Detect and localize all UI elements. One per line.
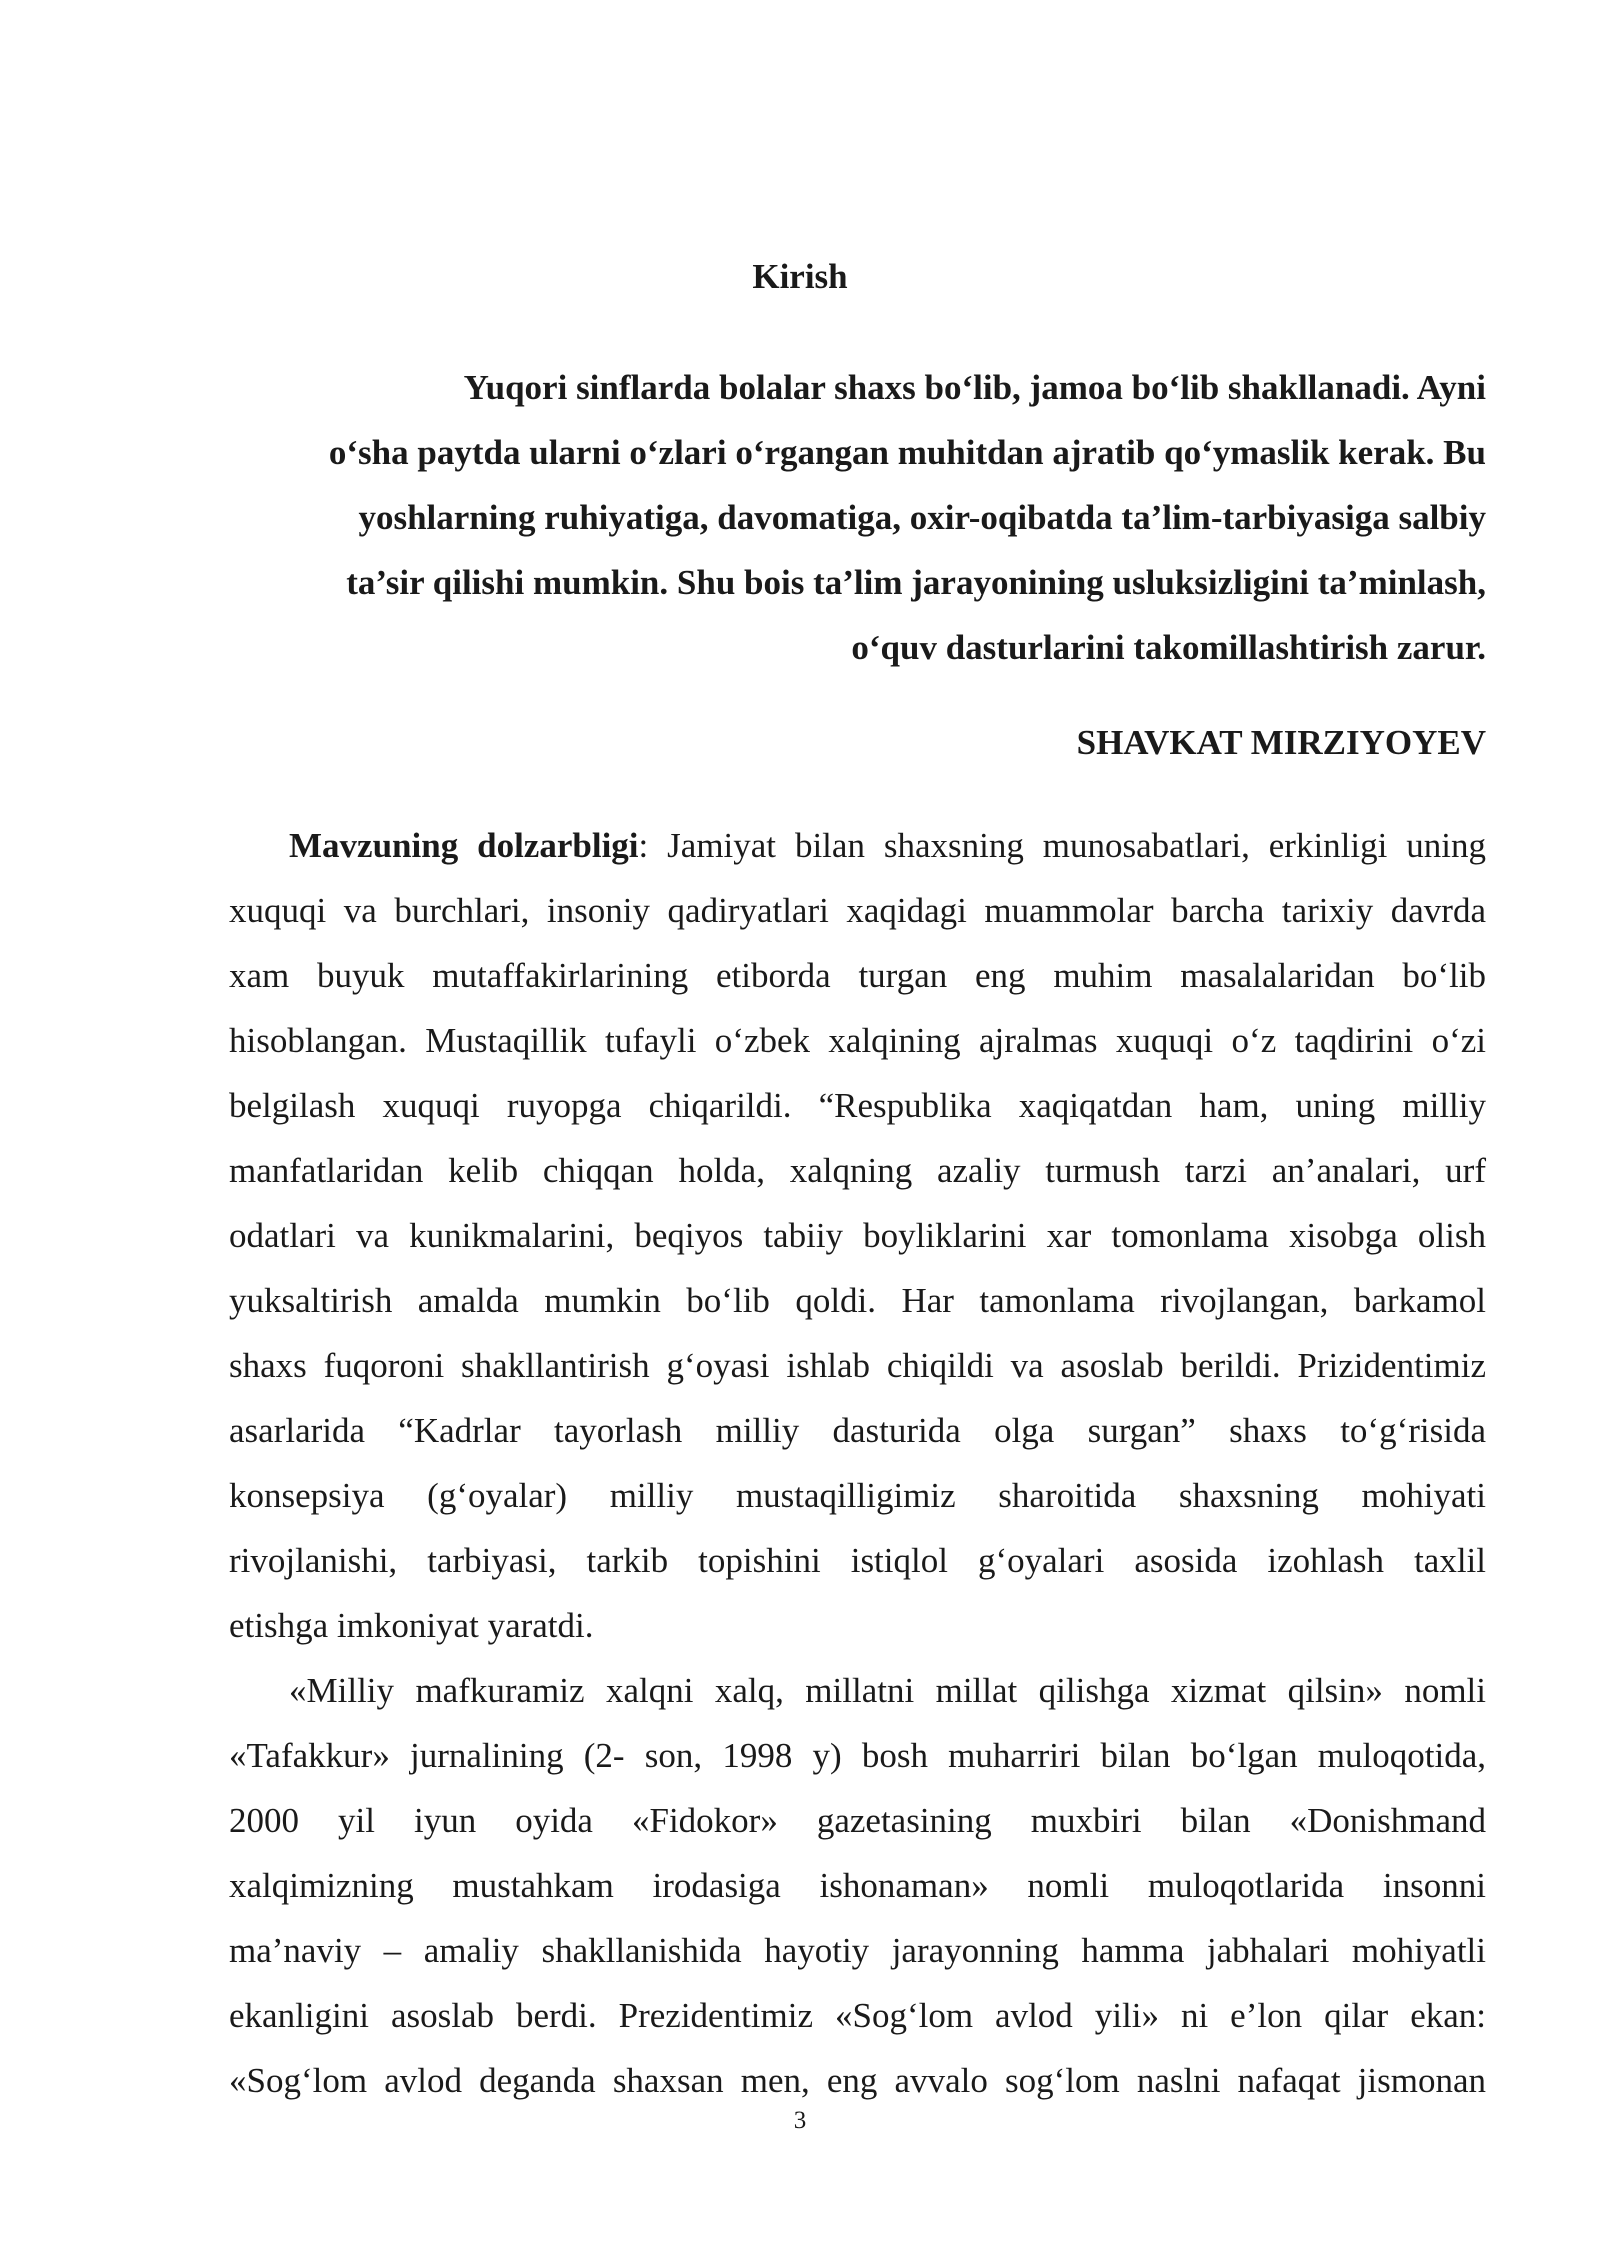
epigraph-line: o‘quv dasturlarini takomillashtirish zarur. (851, 628, 1486, 667)
paragraph-relevance (229, 813, 1486, 1658)
paragraph-line: etishga imkoniyat yaratdi. (229, 1606, 594, 1645)
epigraph (200, 355, 1486, 680)
page-number: 3 (793, 2107, 807, 2134)
relevance-lead-text: : Jamiyat bilan shaxsning munosabatlari, erkinligi uning (638, 826, 1486, 865)
paragraph-line: xuquqi va burchlari, insoniy qadiryatlari xaqidagi muammolar barcha tarixiy davrda (229, 891, 1486, 930)
paragraph-line: «Sog‘lom avlod deganda shaxsan men, eng avvalo sog‘lom naslni nafaqat jismonan (229, 2061, 1486, 2100)
section-heading: Kirish (752, 257, 848, 296)
body-text (229, 813, 1486, 2113)
paragraph-line: «Milliy mafkuramiz xalqni xalq, millatni millat qilishga xizmat qilsin» nomli (289, 1671, 1486, 1710)
paragraph-line: xalqimizning mustahkam irodasiga ishonaman» nomli muloqotlarida insonni (229, 1866, 1486, 1905)
epigraph-line: Yuqori sinflarda bolalar shaxs bo‘lib, jamoa bo‘lib shakllanadi. Ayni (463, 368, 1486, 407)
paragraph-line: ma’naviy – amaliy shakllanishida hayotiy jarayonning hamma jabhalari mohiyatli (229, 1931, 1486, 1970)
paragraph-line: belgilash xuquqi ruyopga chiqarildi. “Respublika xaqiqatdan ham, uning milliy (229, 1086, 1486, 1125)
paragraph-line: rivojlanishi, tarbiyasi, tarkib topishini istiqlol g‘oyalari asosida izohlash taxlil (229, 1541, 1486, 1580)
paragraph-line: konsepsiya (g‘oyalar) milliy mustaqilligimiz sharoitida shaxsning mohiyati (229, 1476, 1486, 1515)
paragraph-line: «Tafakkur» jurnalining (2- son, 1998 y) bosh muharriri bilan bo‘lgan muloqotida, (229, 1736, 1486, 1775)
epigraph-line: yoshlarning ruhiyatiga, davomatiga, oxir-oqibatda ta’lim-tarbiyasiga salbiy (358, 498, 1486, 537)
paragraph-first-line (229, 813, 1486, 878)
relevance-label: Mavzuning dolzarbligi (289, 826, 639, 865)
paragraph-line: shaxs fuqoroni shakllantirish g‘oyasi ishlab chiqildi va asoslab berildi. Prizidentimiz (229, 1346, 1486, 1385)
paragraph-line: asarlarida “Kadrlar tayorlash milliy dasturida olga surgan” shaxs to‘g‘risida (229, 1411, 1486, 1450)
paragraph-ideology (229, 1658, 1486, 2113)
epigraph-line: o‘sha paytda ularni o‘zlari o‘rgangan muhitdan ajratib qo‘ymaslik kerak. Bu (328, 433, 1486, 472)
paragraph-line: 2000 yil iyun oyida «Fidokor» gazetasining muxbiri bilan «Donishmand (229, 1801, 1486, 1840)
paragraph-line: ekanligini asoslab berdi. Prezidentimiz «Sog‘lom avlod yili» ni e’lon qilar ekan: (229, 1996, 1486, 2035)
paragraph-line: manfatlaridan kelib chiqqan holda, xalqning azaliy turmush tarzi an’analari, urf (229, 1151, 1486, 1190)
paragraph-line: xam buyuk mutaffakirlarining etiborda turgan eng muhim masalalaridan bo‘lib (229, 956, 1486, 995)
epigraph-author: SHAVKAT MIRZIYOYEV (1076, 723, 1486, 762)
paragraph-line: hisoblangan. Mustaqillik tufayli o‘zbek xalqining ajralmas xuquqi o‘z taqdirini o‘zi (229, 1021, 1486, 1060)
paragraph-line: odatlari va kunikmalarini, beqiyos tabiiy boyliklarini xar tomonlama xisobga olish (229, 1216, 1486, 1255)
epigraph-line: ta’sir qilishi mumkin. Shu bois ta’lim jarayonining usluksizligini ta’minlash, (346, 563, 1486, 602)
paragraph-line: yuksaltirish amalda mumkin bo‘lib qoldi. Har tamonlama rivojlangan, barkamol (229, 1281, 1486, 1320)
